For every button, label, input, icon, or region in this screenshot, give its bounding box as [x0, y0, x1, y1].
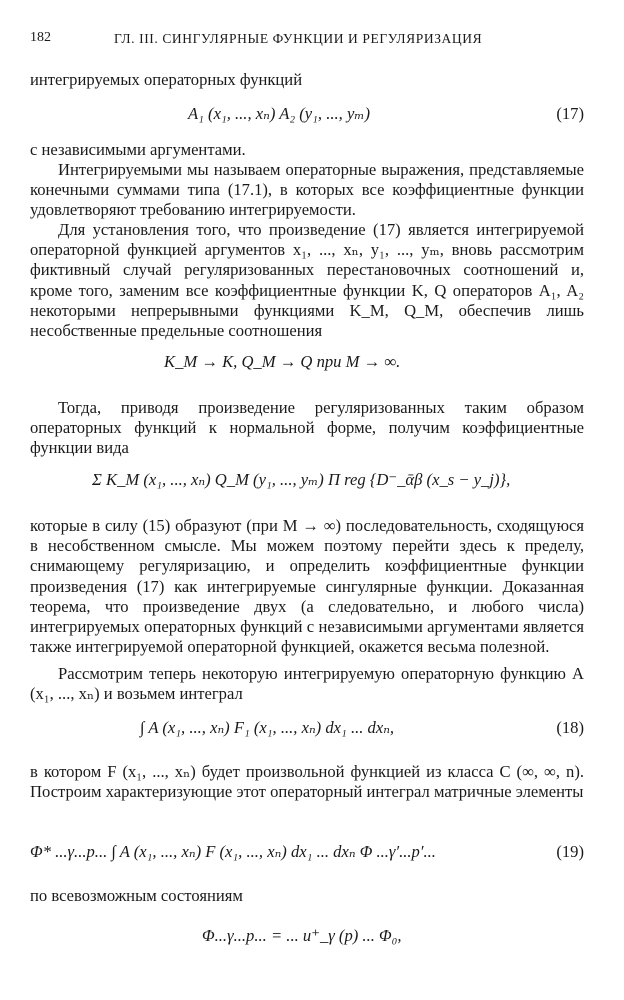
- running-title: ГЛ. III. СИНГУЛЯРНЫЕ ФУНКЦИИ И РЕГУЛЯРИЗАЦИЯ: [114, 31, 483, 46]
- equation-17: [30, 104, 584, 132]
- paragraph-proof: Для установления того, что произведение (17) является интегрируемой операторной функцией аргументов x₁, ..., xₙ, y₁, ..., yₘ, вновь рассмотрим фиктивный случай регуляризованных перестановочных соотношений и, кроме того, заменим все коэффициентные функции K, Q операторов A₁, A₂ некоторыми непрерывными функциями K_M, Q_M, обеспечив лишь несобственные предельные соотношения: [30, 220, 584, 341]
- equation-18-number: (18): [556, 718, 584, 737]
- running-header: [30, 30, 580, 52]
- paragraph-convergence: которые в силу (15) образуют (при M → ∞) последовательность, сходящуюся в несобственном смысле. Мы можем поэтому перейти здесь к пределу, снимающему регуляризацию, и определить коэффициентные функции произведения (17) как интегрируемые сингулярные функции. Доказанная теорема, что произведение двух (а следовательно, и любого числа) интегрируемых операторных функций с независимыми аргументами является также интегрируемой операторной функцией, окажется весьма полезной.: [30, 516, 584, 657]
- equation-18: [30, 718, 584, 746]
- equation-coefficients: [30, 470, 584, 498]
- paragraph-matrix-elements: в котором F (x₁, ..., xₙ) будет произвольной функцией из класса C (∞, ∞, n). Построим характеризующие этот операторный интеграл матричные элементы: [30, 762, 584, 802]
- paragraph-consider: Рассмотрим теперь некоторую интегрируемую операторную функцию A (x₁, ..., xₙ) и возьмем интеграл: [30, 664, 584, 704]
- equation-19-number: (19): [556, 842, 584, 861]
- page-number: 182: [30, 30, 51, 45]
- equation-17-number: (17): [556, 104, 584, 123]
- equation-19: [30, 842, 584, 870]
- equation-states-expr: Φ...γ...p... = ... u⁺_γ (p) ... Φ₀,: [202, 926, 402, 945]
- equation-limits-expr: K_M → K, Q_M → Q при M → ∞.: [164, 352, 401, 371]
- equation-coefficients-expr: Σ K_M (x₁, ..., xₙ) Q_M (y₁, ..., yₘ) Π reg {D⁻_ᾱβ (x_s − y_j)},: [92, 470, 511, 489]
- equation-18-expr: ∫ A (x₁, ..., xₙ) F₁ (x₁, ..., xₙ) dx₁ ... dxₙ,: [140, 718, 395, 737]
- equation-states: [30, 926, 584, 954]
- paragraph-definition: Интегрируемыми мы называем операторные выражения, представляемые конечными суммами типа (17.1), в которых все коэффициентные функции удовлетворяют требованию интегрируемости.: [30, 160, 584, 220]
- paragraph-independent-args: с независимыми аргументами.: [30, 140, 246, 159]
- paragraph-intro: интегрируемых операторных функций: [30, 70, 303, 89]
- paragraph-normal-form: Тогда, приводя произведение регуляризованных таким образом операторных функций к нормальной форме, получим коэффициентные функции вида: [30, 398, 584, 458]
- equation-19-expr: Φ* ...γ...p... ∫ A (x₁, ..., xₙ) F (x₁, ..., xₙ) dx₁ ... dxₙ Φ ...γ′...p′...: [30, 842, 436, 861]
- equation-17-expr: A₁ (x₁, ..., xₙ) A₂ (y₁, ..., yₘ): [188, 104, 371, 123]
- paragraph-states: по всевозможным состояниям: [30, 886, 243, 905]
- equation-limits: [30, 352, 584, 380]
